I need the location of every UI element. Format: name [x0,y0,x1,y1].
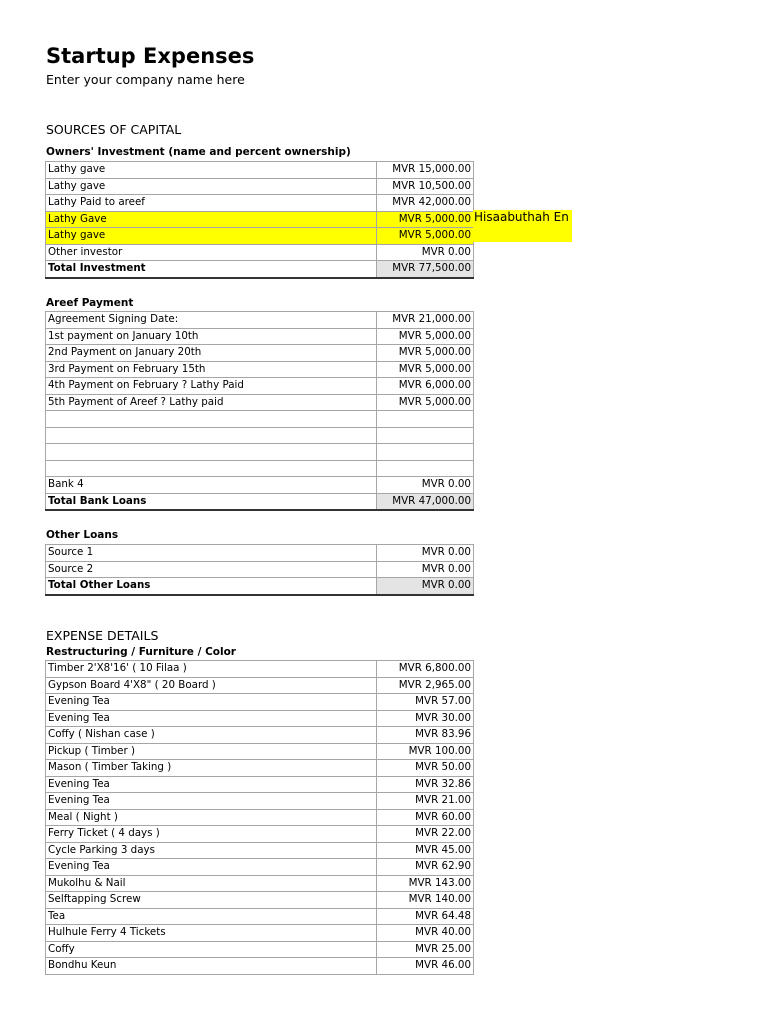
row-amount-cell[interactable] [377,460,474,477]
table-row [46,776,474,793]
row-amount-cell[interactable]: MVR 32.86 [377,776,474,793]
row-label-cell[interactable]: 3rd Payment on February 15th [46,361,377,378]
table-row [46,694,474,711]
row-label-cell[interactable] [46,444,377,461]
table-row [46,427,474,444]
row-label-cell[interactable]: Mukolhu & Nail [46,875,377,892]
table-row [46,345,474,362]
sources-of-capital-heading: SOURCES OF CAPITAL [46,122,182,137]
row-amount-cell[interactable]: MVR 100.00 [377,743,474,760]
table-row [46,394,474,411]
row-amount-cell[interactable]: MVR 40.00 [377,925,474,942]
row-label-cell[interactable]: Mason ( Timber Taking ) [46,760,377,777]
table-row [46,826,474,843]
restructuring-heading: Restructuring / Furniture / Color [46,646,236,658]
row-label-cell[interactable]: Agreement Signing Date: [46,312,377,329]
table-row [46,710,474,727]
row-amount-cell[interactable]: MVR 46.00 [377,958,474,975]
row-amount-cell[interactable]: MVR 60.00 [377,809,474,826]
row-amount-cell[interactable]: MVR 57.00 [377,694,474,711]
table-row [46,211,474,228]
table-row [46,328,474,345]
row-label-cell[interactable]: Bondhu Keun [46,958,377,975]
row-amount-cell[interactable]: MVR 5,000.00 [377,228,474,245]
table-row [46,743,474,760]
total-value[interactable]: MVR 77,500.00 [377,261,474,278]
total-row [46,261,474,278]
total-label: Total Other Loans [46,578,377,595]
row-label-cell[interactable]: Evening Tea [46,859,377,876]
table-row [46,908,474,925]
company-name-placeholder[interactable]: Enter your company name here [46,72,245,87]
row-amount-cell[interactable]: MVR 140.00 [377,892,474,909]
row-label-cell[interactable]: Lathy Gave [46,211,377,228]
total-value[interactable]: MVR 47,000.00 [377,493,474,510]
row-amount-cell[interactable]: MVR 64.48 [377,908,474,925]
table-row [46,875,474,892]
row-label-cell[interactable]: 5th Payment of Areef ? Lathy paid [46,394,377,411]
table-row [46,842,474,859]
row-label-cell[interactable]: Gypson Board 4'X8" ( 20 Board ) [46,677,377,694]
row-label-cell[interactable]: Evening Tea [46,776,377,793]
table-row [46,677,474,694]
table-row [46,378,474,395]
row-amount-cell[interactable]: MVR 0.00 [377,477,474,494]
row-amount-cell[interactable]: MVR 21,000.00 [377,312,474,329]
other-loans-heading: Other Loans [46,529,119,541]
row-amount-cell[interactable]: MVR 5,000.00 [377,394,474,411]
table-row [46,793,474,810]
table-row [46,244,474,261]
table-row [46,162,474,179]
table-row [46,561,474,578]
row-label-cell[interactable] [46,427,377,444]
table-row [46,178,474,195]
total-row [46,578,474,595]
table-row [46,661,474,678]
highlighted-note-cell[interactable]: Hisaabuthah En [473,210,572,242]
row-label-cell[interactable]: Evening Tea [46,694,377,711]
row-label-cell[interactable]: Cycle Parking 3 days [46,842,377,859]
row-label-cell[interactable]: 4th Payment on February ? Lathy Paid [46,378,377,395]
row-label-cell[interactable]: Source 2 [46,561,377,578]
page-title: Startup Expenses [46,44,255,68]
table-row [46,228,474,245]
total-label: Total Investment [46,261,377,278]
table-row [46,925,474,942]
row-label-cell[interactable]: Lathy gave [46,162,377,179]
row-label-cell[interactable]: Timber 2'X8'16' ( 10 Filaa ) [46,661,377,678]
row-amount-cell[interactable]: MVR 6,000.00 [377,378,474,395]
other-loans-table [45,544,474,596]
row-amount-cell[interactable]: MVR 5,000.00 [377,328,474,345]
table-row [46,460,474,477]
table-row [46,195,474,212]
table-row [46,941,474,958]
row-label-cell[interactable]: Ferry Ticket ( 4 days ) [46,826,377,843]
row-amount-cell[interactable] [377,444,474,461]
row-label-cell[interactable]: Lathy Paid to areef [46,195,377,212]
areef-payment-heading: Areef Payment [46,297,134,309]
row-label-cell[interactable]: Coffy [46,941,377,958]
row-amount-cell[interactable]: MVR 6,800.00 [377,661,474,678]
row-label-cell[interactable]: Pickup ( Timber ) [46,743,377,760]
row-amount-cell[interactable]: MVR 62.90 [377,859,474,876]
row-amount-cell[interactable] [377,411,474,428]
row-label-cell[interactable]: Bank 4 [46,477,377,494]
row-label-cell[interactable]: Source 1 [46,545,377,562]
table-row [46,361,474,378]
row-label-cell[interactable]: Meal ( Night ) [46,809,377,826]
row-label-cell[interactable]: 1st payment on January 10th [46,328,377,345]
row-label-cell[interactable]: Evening Tea [46,710,377,727]
row-label-cell[interactable]: Selftapping Screw [46,892,377,909]
row-amount-cell[interactable]: MVR 45.00 [377,842,474,859]
table-row [46,760,474,777]
row-amount-cell[interactable]: MVR 0.00 [377,561,474,578]
table-row [46,859,474,876]
row-amount-cell[interactable]: MVR 10,500.00 [377,178,474,195]
row-label-cell[interactable]: Hulhule Ferry 4 Tickets [46,925,377,942]
row-amount-cell[interactable]: MVR 5,000.00 [377,211,474,228]
row-label-cell[interactable]: Other investor [46,244,377,261]
row-label-cell[interactable]: 2nd Payment on January 20th [46,345,377,362]
row-label-cell[interactable]: Coffy ( Nishan case ) [46,727,377,744]
row-amount-cell[interactable]: MVR 83.96 [377,727,474,744]
row-amount-cell[interactable]: MVR 5,000.00 [377,361,474,378]
table-row [46,892,474,909]
row-amount-cell[interactable]: MVR 42,000.00 [377,195,474,212]
total-row [46,493,474,510]
row-amount-cell[interactable] [377,427,474,444]
owners-investment-heading: Owners' Investment (name and percent ownership) [46,146,351,158]
table-row [46,727,474,744]
row-amount-cell[interactable]: MVR 50.00 [377,760,474,777]
row-amount-cell[interactable]: MVR 21.00 [377,793,474,810]
total-label: Total Bank Loans [46,493,377,510]
table-row [46,958,474,975]
total-value[interactable]: MVR 0.00 [377,578,474,595]
expense-details-heading: EXPENSE DETAILS [46,628,159,643]
table-row [46,809,474,826]
restructuring-table [45,660,474,975]
row-label-cell[interactable]: Evening Tea [46,793,377,810]
table-row [46,477,474,494]
row-amount-cell[interactable]: MVR 2,965.00 [377,677,474,694]
row-label-cell[interactable]: Lathy gave [46,228,377,245]
row-label-cell[interactable] [46,411,377,428]
row-amount-cell[interactable]: MVR 30.00 [377,710,474,727]
table-row [46,312,474,329]
table-row [46,411,474,428]
row-amount-cell[interactable]: MVR 0.00 [377,545,474,562]
row-amount-cell[interactable]: MVR 22.00 [377,826,474,843]
areef-payment-table [45,311,474,511]
row-amount-cell[interactable]: MVR 15,000.00 [377,162,474,179]
row-amount-cell[interactable]: MVR 5,000.00 [377,345,474,362]
row-amount-cell[interactable]: MVR 143.00 [377,875,474,892]
table-row [46,444,474,461]
row-label-cell[interactable]: Tea [46,908,377,925]
table-row [46,545,474,562]
row-amount-cell[interactable]: MVR 0.00 [377,244,474,261]
owners-investment-table [45,161,474,279]
row-label-cell[interactable]: Lathy gave [46,178,377,195]
row-amount-cell[interactable]: MVR 25.00 [377,941,474,958]
row-label-cell[interactable] [46,460,377,477]
